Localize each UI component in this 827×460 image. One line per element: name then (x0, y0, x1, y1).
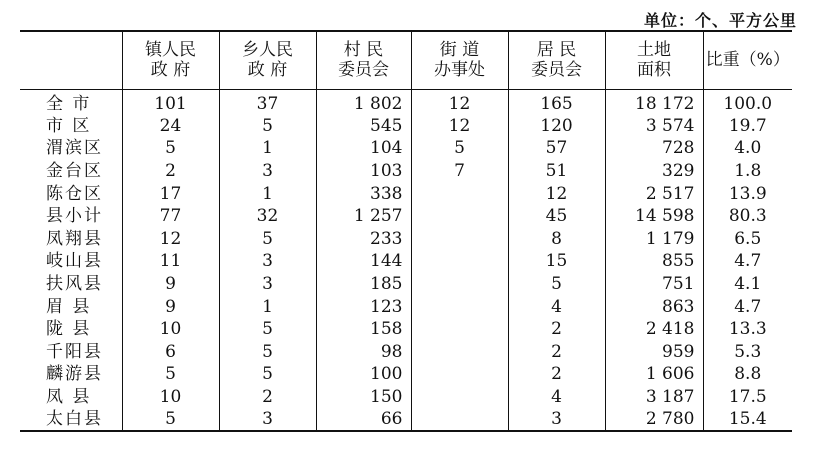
cell-resident-committee: 4 (508, 295, 605, 318)
table-row (20, 363, 792, 386)
cell-proportion: 1.8 (703, 160, 792, 183)
cell-proportion: 17.5 (703, 386, 792, 409)
cell-resident-committee: 8 (508, 227, 605, 250)
cell-town-gov: 9 (122, 295, 219, 318)
table-row (20, 115, 792, 138)
cell-township-gov: 1 (219, 137, 316, 160)
cell-town-gov: 9 (122, 273, 219, 296)
cell-subdistrict-office (411, 273, 508, 296)
cell-proportion: 4.7 (703, 250, 792, 273)
cell-village-committee: 103 (316, 160, 411, 183)
cell-village-committee: 185 (316, 273, 411, 296)
cell-region: 市 区 (46, 115, 92, 136)
cell-region: 凤翔县 (46, 228, 103, 249)
cell-resident-committee: 2 (508, 363, 605, 386)
cell-land-area: 1 606 (605, 363, 703, 386)
cell-land-area: 728 (605, 137, 703, 160)
cell-region: 金台区 (46, 160, 103, 181)
table-row (20, 340, 792, 363)
cell-village-committee: 66 (316, 408, 411, 431)
header-land-area: 土地 面积 (605, 31, 703, 89)
table-row (20, 408, 792, 431)
cell-proportion: 19.7 (703, 115, 792, 138)
cell-township-gov: 32 (219, 205, 316, 228)
cell-township-gov: 3 (219, 250, 316, 273)
statistics-table (20, 30, 792, 432)
cell-subdistrict-office (411, 227, 508, 250)
cell-township-gov: 5 (219, 340, 316, 363)
cell-region: 太白县 (20, 408, 122, 431)
table-row (20, 137, 792, 160)
cell-region: 全 市 (46, 93, 92, 114)
table-row (20, 160, 792, 183)
cell-town-gov: 10 (122, 386, 219, 409)
cell-resident-committee: 5 (508, 273, 605, 296)
cell-village-committee: 98 (316, 340, 411, 363)
cell-proportion: 13.3 (703, 318, 792, 341)
cell-village-committee: 545 (316, 115, 411, 138)
header-town-government: 镇人民 政 府 (122, 31, 219, 89)
cell-land-area: 2 780 (605, 408, 703, 431)
cell-land-area: 3 187 (605, 386, 703, 409)
table-row (20, 89, 792, 115)
cell-subdistrict-office (411, 408, 508, 431)
cell-town-gov: 5 (122, 363, 219, 386)
cell-proportion: 100.0 (703, 89, 792, 115)
cell-village-committee: 104 (316, 137, 411, 160)
cell-subdistrict-office (411, 205, 508, 228)
cell-township-gov: 37 (219, 89, 316, 115)
cell-region: 陇 县 (46, 319, 92, 340)
cell-town-gov: 6 (122, 340, 219, 363)
cell-resident-committee: 12 (508, 182, 605, 205)
cell-subdistrict-office (411, 318, 508, 341)
cell-subdistrict-office (411, 340, 508, 363)
header-township-government: 乡人民 政 府 (219, 31, 316, 89)
cell-resident-committee: 2 (508, 340, 605, 363)
cell-town-gov: 101 (122, 89, 219, 115)
cell-land-area: 329 (605, 160, 703, 183)
cell-resident-committee: 165 (508, 89, 605, 115)
cell-resident-committee: 120 (508, 115, 605, 138)
cell-proportion: 15.4 (703, 408, 792, 431)
cell-township-gov: 5 (219, 363, 316, 386)
cell-land-area: 14 598 (605, 205, 703, 228)
table-row (20, 250, 792, 273)
cell-resident-committee: 15 (508, 250, 605, 273)
cell-village-committee: 100 (316, 363, 411, 386)
cell-region: 县小计 (46, 206, 103, 227)
cell-proportion: 4.1 (703, 273, 792, 296)
table-row (20, 205, 792, 228)
header-subdistrict-office: 街 道 办事处 (411, 31, 508, 89)
cell-resident-committee: 45 (508, 205, 605, 228)
cell-township-gov: 3 (219, 273, 316, 296)
cell-township-gov: 1 (219, 295, 316, 318)
cell-proportion: 8.8 (703, 363, 792, 386)
cell-region: 扶风县 (46, 273, 103, 294)
table-row (20, 273, 792, 296)
table-row (20, 386, 792, 409)
cell-township-gov: 5 (219, 318, 316, 341)
cell-township-gov: 1 (219, 182, 316, 205)
cell-village-committee: 233 (316, 227, 411, 250)
cell-subdistrict-office: 12 (411, 89, 508, 115)
cell-land-area: 863 (605, 295, 703, 318)
cell-resident-committee: 51 (508, 160, 605, 183)
cell-town-gov: 77 (122, 205, 219, 228)
cell-land-area: 18 172 (605, 89, 703, 115)
cell-region: 眉 县 (46, 296, 92, 317)
cell-town-gov: 5 (122, 408, 219, 431)
cell-resident-committee: 3 (508, 408, 605, 431)
cell-town-gov: 24 (122, 115, 219, 138)
header-proportion: 比重（%） (703, 31, 792, 89)
cell-town-gov: 2 (122, 160, 219, 183)
cell-town-gov: 5 (122, 137, 219, 160)
table-row (20, 318, 792, 341)
cell-proportion: 4.7 (703, 295, 792, 318)
cell-village-committee: 1 802 (316, 89, 411, 115)
header-village-committee: 村 民 委员会 (316, 31, 411, 89)
cell-township-gov: 5 (219, 115, 316, 138)
cell-subdistrict-office (411, 182, 508, 205)
cell-land-area: 959 (605, 340, 703, 363)
cell-region: 麟游县 (46, 364, 103, 385)
cell-region: 岐山县 (46, 251, 103, 272)
table-body (20, 89, 792, 431)
cell-township-gov: 2 (219, 386, 316, 409)
cell-subdistrict-office (411, 363, 508, 386)
cell-township-gov: 3 (219, 160, 316, 183)
cell-village-committee: 158 (316, 318, 411, 341)
cell-land-area: 751 (605, 273, 703, 296)
cell-subdistrict-office (411, 295, 508, 318)
cell-resident-committee: 2 (508, 318, 605, 341)
cell-village-committee: 338 (316, 182, 411, 205)
table-row (20, 295, 792, 318)
cell-subdistrict-office (411, 386, 508, 409)
cell-town-gov: 10 (122, 318, 219, 341)
cell-town-gov: 12 (122, 227, 219, 250)
cell-land-area: 1 179 (605, 227, 703, 250)
cell-resident-committee: 57 (508, 137, 605, 160)
cell-subdistrict-office: 7 (411, 160, 508, 183)
table-header-row (20, 31, 792, 89)
cell-village-committee: 150 (316, 386, 411, 409)
cell-proportion: 4.0 (703, 137, 792, 160)
cell-township-gov: 3 (219, 408, 316, 431)
header-region (20, 31, 122, 89)
table-row (20, 182, 792, 205)
cell-proportion: 5.3 (703, 340, 792, 363)
cell-region: 渭滨区 (46, 138, 103, 159)
cell-land-area: 2 517 (605, 182, 703, 205)
cell-town-gov: 17 (122, 182, 219, 205)
cell-subdistrict-office (411, 250, 508, 273)
cell-subdistrict-office: 12 (411, 115, 508, 138)
cell-village-committee: 144 (316, 250, 411, 273)
cell-township-gov: 5 (219, 227, 316, 250)
cell-land-area: 3 574 (605, 115, 703, 138)
cell-land-area: 2 418 (605, 318, 703, 341)
cell-proportion: 6.5 (703, 227, 792, 250)
cell-region: 凤 县 (46, 386, 92, 407)
table-row (20, 227, 792, 250)
header-resident-committee: 居 民 委员会 (508, 31, 605, 89)
cell-region: 陈仓区 (46, 183, 103, 204)
cell-proportion: 80.3 (703, 205, 792, 228)
cell-village-committee: 1 257 (316, 205, 411, 228)
cell-proportion: 13.9 (703, 182, 792, 205)
cell-region: 千阳县 (46, 341, 103, 362)
cell-resident-committee: 4 (508, 386, 605, 409)
cell-village-committee: 123 (316, 295, 411, 318)
cell-town-gov: 11 (122, 250, 219, 273)
unit-label: 单位：个、平方公里 (643, 11, 797, 30)
cell-subdistrict-office: 5 (411, 137, 508, 160)
cell-land-area: 855 (605, 250, 703, 273)
